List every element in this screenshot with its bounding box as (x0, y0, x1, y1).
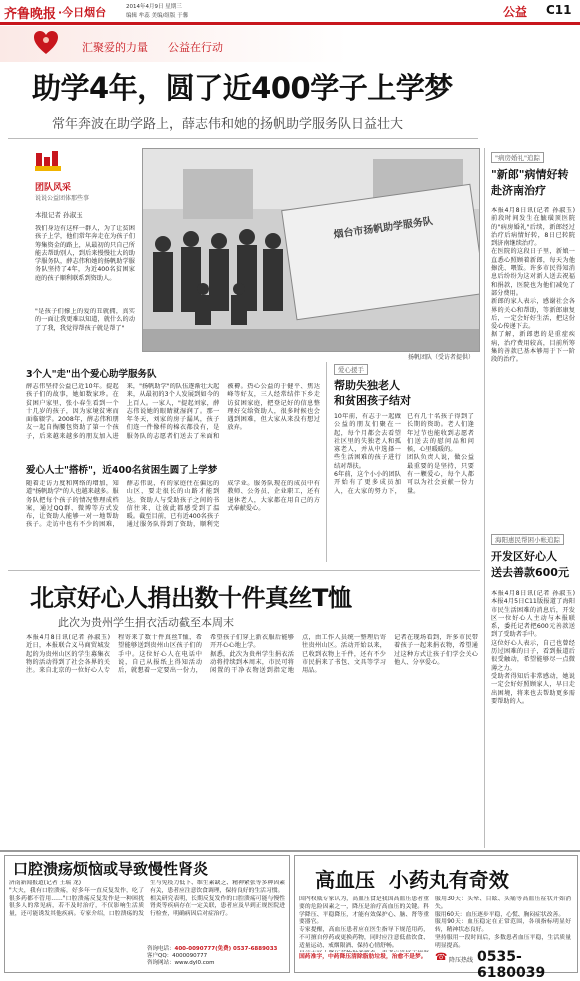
side-text: 本报4月8日讯(记者 孙淑玉) 前段时间发生在毓璜顶医院的"病房婚礼"后续，新郎经过治疗后病情好转，8日已转院到济南继续治疗。 在医院的这段日子里，新娘一直悉心照顾着新郎，每天为他擦洗、喂饭。许多市民得知消息后纷纷为这对新人送去祝福和捐款，医院也为他们减免了部分费用。 新郎的家人表示，感谢社会各界的关心和帮助，等新郎康复后，一定会好好生活，把这份爱心传递下去。 据了解，新郎患的是重症疾病，治疗费用较高，目前所筹集的善款已基本够用于下一阶段的治疗。 (491, 207, 575, 364)
lead-headline: 助学4年，圆了近400学子上学梦 (32, 71, 453, 105)
column-tag: 说说公益团体那些事 (35, 195, 90, 202)
ad-oral-headline: 口腔溃疡烦恼或导致慢性肾炎 (13, 860, 209, 878)
side-headline: "新郎"病情好转 赴济南治疗 (491, 168, 569, 197)
column-divider-right (484, 148, 485, 848)
beijing-headline: 北京好心人捐出数十件真丝T恤 (30, 584, 352, 612)
ad-bp-text: 国内权威专家认为，高血压食是我国高血压患者重要的危险因素之一，降压是治疗高血压的关键。科学降压、平稳降压，才能有效保护心、脑、肾等重要器官。 专家提醒，高血压患者应在医生指导下规范用药，不可擅自停药或更换药物，同时应注意低盐饮食、适量运动、戒烟限酒、保持心情舒畅。 (299, 896, 429, 949)
mid-text: 10年前，有志于一起做公益的朋友们聚在一起，每个月都会去看望社区里的失独老人和孤寡老人，并从中选择一些生活困难的孩子进行结对帮扶。 6年前，这个小小的团队开始有了更多成员加入，在大家的努力下，已有几十名孩子得到了长期的资助。老人们逢年过节也能收到志愿者们送去的慰问品和问候，心里暖暖的。 团队负责人说，做公益最重要的是坚持，只要有一颗爱心，每个人都可以为社会贡献一份力量。 (334, 413, 474, 495)
phone-icon: ☎ (435, 952, 448, 963)
lead-sub2-text: 随着走访力度和网络的增加，知道"扬帆助学"的人也越来越多。服务队把每个孩子的情况整理成档案，通过QQ群、微博等方式发布，让资助人能够一对一地帮助孩子。走访中也有不少的困难，薛志伟说，有的家庭住在偏远的山区，要走很长的山路才能到达。资助人与受助孩子之间的书信往来，让彼此都感受到了温暖。截至目前，已有近400名孩子通过服务队得到了资助，顺利完成学业。服务队现在的成员中有教师、公务员、企业职工，还有退休老人，大家都在用自己的方式奉献爱心。 (26, 480, 320, 529)
column-divider-mid (326, 362, 327, 562)
page-number: C11 (546, 3, 572, 17)
beijing-rule (8, 570, 480, 571)
ad-bp-sub: 国药准字，中药降压清除脂肪垃圾，治愈不是梦。 (299, 954, 427, 960)
side-tag-text: "病房婚礼"追踪 (495, 154, 540, 162)
mid-tag-text: 爱心援手 (338, 366, 364, 374)
lead-sub1: 3个人"走"出个爱心助学服务队 (26, 369, 157, 380)
ad-oral (4, 855, 290, 973)
ad-oral-qq: 客户QQ：4000090777 (147, 953, 208, 959)
photo-banner-text: 烟台市扬帆助学服务队 (332, 216, 434, 241)
team-photo (142, 148, 480, 352)
ad-oral-hotline: 400-0090777(免费) 0537-6889033 (174, 946, 278, 952)
lead-quote: "是孩子们撑上的爱的丑就拥，真实的一面让我更难以知道，就什么的动了了我，我觉得帮孩子就是帮了" (35, 308, 135, 332)
side-headline2: 开发区好心人 送去善款600元 (491, 550, 569, 579)
ad-rule (0, 850, 580, 852)
lead-sub1-text: 薛志伟坚持公益已近10年。提起孩子们的故事，她如数家珍。在贫困户家里，张小春生看到一个十几岁的孩子，因为家境贫寒而面临辍学。2008年，薛志伟和朋友一起自掏腰包资助了第一个孩子，后来越来越多的朋友加入进来，"扬帆助学"的队伍逐渐壮大起来，从最初的3个人发展到如今的上百人。一家人，"提起刘家，薛志伟说她的眼睛就湿润了。那一年冬天，刘家的房子漏风，孩子们连一件像样的棉衣都没有，是服务队的志愿者们送去了米面和被褥。热心公益的于健平、焦达峰等好友，三人经常结伴下乡走访贫困家庭，把登记好的信息整理好交给资助人，很多时候也会遇到困难，但大家从来没有想过放弃。 (26, 383, 320, 440)
heart-logo-icon (32, 29, 60, 57)
ad-bp (294, 855, 578, 981)
lead-subhead: 常年奔波在助学路上，薛志伟和她的扬帆助学服务队日益壮大 (52, 117, 404, 132)
beijing-text: 本报4月8日讯(记者 孙淑玉) 近日，本报联合义马商贸城发起的为贵州山区的学生募集衣物的活动得到了社会各界的关注。来自北京的一位好心人专程寄来了数十件真丝T恤，希望能够送到贵州山区孩子们的手中。这位好心人在电话中说，自己从报纸上得知活动后，就想着一定要出一份力，希望孩子们穿上新衣服后能够开开心心地上学。 据悉，此次为贵州学生捐衣活动将持续到本周末，市民可将闲置的干净衣物送到指定地点，由工作人员统一整理后寄往贵州山区。活动开始以来，已收到衣物上千件，还有不少市民捐来了书包、文具等学习用品。 记者在现场看到，许多市民带着孩子一起来捐衣物，希望通过这种方式让孩子们学会关心他人、分享爱心。 (26, 634, 478, 675)
masthead-brand: 齐鲁晚报 (4, 7, 57, 22)
side-tag2 (491, 534, 564, 545)
photo-caption: 扬帆团队（受访者提供） (408, 354, 475, 361)
byline: 本报记者 孙淑玉 (35, 211, 83, 219)
ad-oral-contact (147, 946, 287, 967)
lead-rule (8, 138, 478, 139)
banner-slogan-right: 公益在行动 (168, 41, 223, 54)
banner-slogan-left: 汇聚爱的力量 (82, 41, 148, 54)
side-text2: 本报4月8日讯(记者 孙淑玉) 本报4月5日C11版报道了海阳市民生活困难的消息后，开发区一位好心人主动与本报联系，委托记者把600元善款送到了受助者手中。 这位好心人表示，自己也曾经历过困难的日子，看到报道后很受触动，希望能够尽一点微薄之力。 受助者得知后非常感动，她说一定会好好照顾家人，早日走出困境，将来也去帮助更多需要帮助的人。 (491, 590, 575, 705)
masthead-edition: ·今日烟台 (58, 6, 107, 19)
ad-oral-text: 济南新闻报道(记者 王瑞 龙) "大夫，我有口腔溃疡，好多年一直反复发作，吃了很多药都不管用……"口腔溃疡反复发作是一种困扰很多人的常见病，若不及时治疗，不仅影响生活质量，还可能诱发其他疾病。专家介绍，口腔溃疡的发生与免疫力低下、维生素缺乏、精神紧张等多种因素有关，患者应注意饮食调理，保持良好的生活习惯。 相关研究表明，长期反复发作的口腔溃疡可能与慢性肾炎等疾病存在一定关联，患者应及早到正规医院进行检查，明确病因后对症治疗。 (9, 880, 285, 918)
ad-oral-hotline-label: 咨询电话： (147, 946, 175, 952)
side-tag (491, 152, 544, 163)
ad-bp-phone-label: 降压热线 (449, 957, 474, 964)
masthead (0, 0, 580, 22)
masthead-rule (0, 22, 580, 25)
masthead-editors: 编辑 牟蕊 美编/组版 于馨 (126, 13, 189, 19)
mid-headline: 帮助失独老人 和贫困孩子结对 (334, 379, 411, 407)
lead-sub2: 爱心人士"搭桥"，近400名贫困生圆了上学梦 (26, 465, 218, 476)
column-badge (35, 150, 61, 172)
beijing-subhead: 此次为贵州学生捐衣活动截至本周末 (58, 616, 234, 629)
side-tag2-text: 海阳惠民帮困小帐追踪 (495, 536, 560, 544)
masthead-date: 2014年4月9日 星期三 (126, 4, 182, 10)
ad-bp-phone: 0535-6180039 (477, 949, 546, 981)
mid-tag (334, 364, 368, 375)
section-name: 公益 (503, 5, 528, 19)
ad-oral-web: 咨询网站：www.dyl0.com (147, 960, 215, 966)
ad-bp-right-text: 服用30天：头晕、目眩、头痛等高血压症状开始消失。 服用60天：血压逐步平稳，心慌、胸闷症状改善。 服用90天：血压稳定在正常范围，各项指标明显好转，精神状态良好。 坚持服用一段时间后，多数患者血压平稳，生活质量明显提高。 (435, 896, 571, 948)
banner (0, 26, 580, 62)
ad-bp-headline: 高血压 小药丸有奇效 (315, 868, 509, 892)
lead-intro: 我们身边有这样一群人，为了让贫困孩子上学，他们常年奔走在为孩子们筹集资金的路上，从最初的只自己所能去帮助别人，到后来慢慢壮大的助学服务队，薛志伟和她的扬帆助学服务队坚持了4年，为近400名贫困家庭的孩子顺利联系到资助人。 (35, 225, 135, 282)
ad-oral-hotline-row (147, 946, 287, 953)
column-name: 团队风采 (35, 183, 72, 193)
